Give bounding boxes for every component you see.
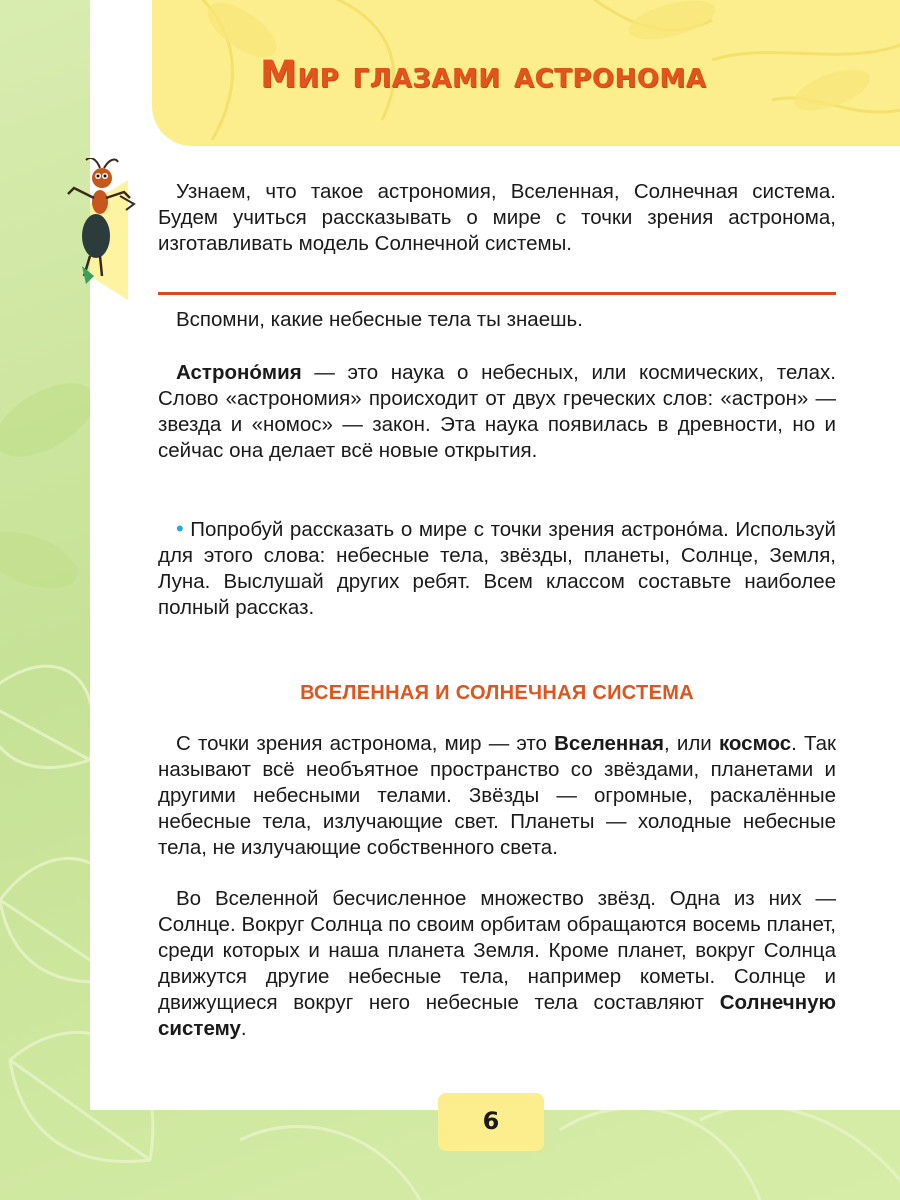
term-cosmos: космос: [718, 732, 792, 755]
definition-paragraph: [158, 360, 836, 464]
universe-paragraph: [158, 731, 836, 861]
term-universe: Вселенная: [554, 732, 665, 755]
solar-system-paragraph: [158, 886, 836, 1042]
term-solar-system: Солнечную систему: [158, 991, 836, 1040]
definition-text: — это наука о небесных, или космических, телах. Слово «астрономия» происходит от двух греческих слов: «астрон» — звезда и «номос» — закон. Эта наука появилась в древности, но и сейчас она делает всё новые открытия.: [158, 361, 836, 462]
universe-text: [158, 731, 836, 861]
solar-part1: Во Вселенной бесчисленное множество звёзд. Одна из них — Солнце. Вокруг Солнца по своим орбитам обращаются восемь планет, среди которых и наша планета Земля. Кроме планет, вокруг Солнца движутся другие небесные тела, например кометы. Солнце и движущиеся вокруг него небесные тела составляют: [158, 887, 836, 1014]
section-divider: [158, 292, 836, 295]
definition-term: Астроно́мия: [176, 361, 302, 384]
solar-part2: .: [240, 1017, 247, 1040]
bullet-icon: •: [176, 516, 184, 541]
universe-part2: , или: [664, 732, 719, 755]
universe-part1: С точки зрения астронома, мир — это: [176, 732, 555, 755]
ant-mascot-icon: [60, 158, 140, 288]
task-paragraph: [158, 516, 836, 621]
page-number: 6: [482, 1107, 500, 1135]
task-text: Попробуй рассказать о мире с точки зрения астроно́ма. Используй для этого слова: небесные тела, звёзды, планеты, Солнце, Земля, Луна. Выслушай других ребят. Всем классом составьте наиболее полный рассказ.: [158, 518, 836, 619]
universe-part3: . Так называют всё необъятное пространство со звёздами, планетами и другими небесными телами. Звёзды — огромные, раскалённые небесные тела, излучающие свет. Планеты — холодные небесные тела, не излучающие собственного света.: [158, 732, 836, 859]
intro-paragraph: Узнаем, что такое астрономия, Вселенная, Солнечная система. Будем учиться рассказывать о мире с точки зрения астронома, изготавливать модель Солнечной системы.: [158, 180, 836, 255]
recall-question: Вспомни, какие небесные тела ты знаешь.: [176, 308, 583, 331]
page-number-box: [438, 1093, 544, 1151]
section-heading: ВСЕЛЕННАЯ И СОЛНЕЧНАЯ СИСТЕМА: [300, 682, 694, 704]
page-title: Мир глазами астронома: [260, 53, 707, 96]
solar-text: [158, 886, 836, 1042]
